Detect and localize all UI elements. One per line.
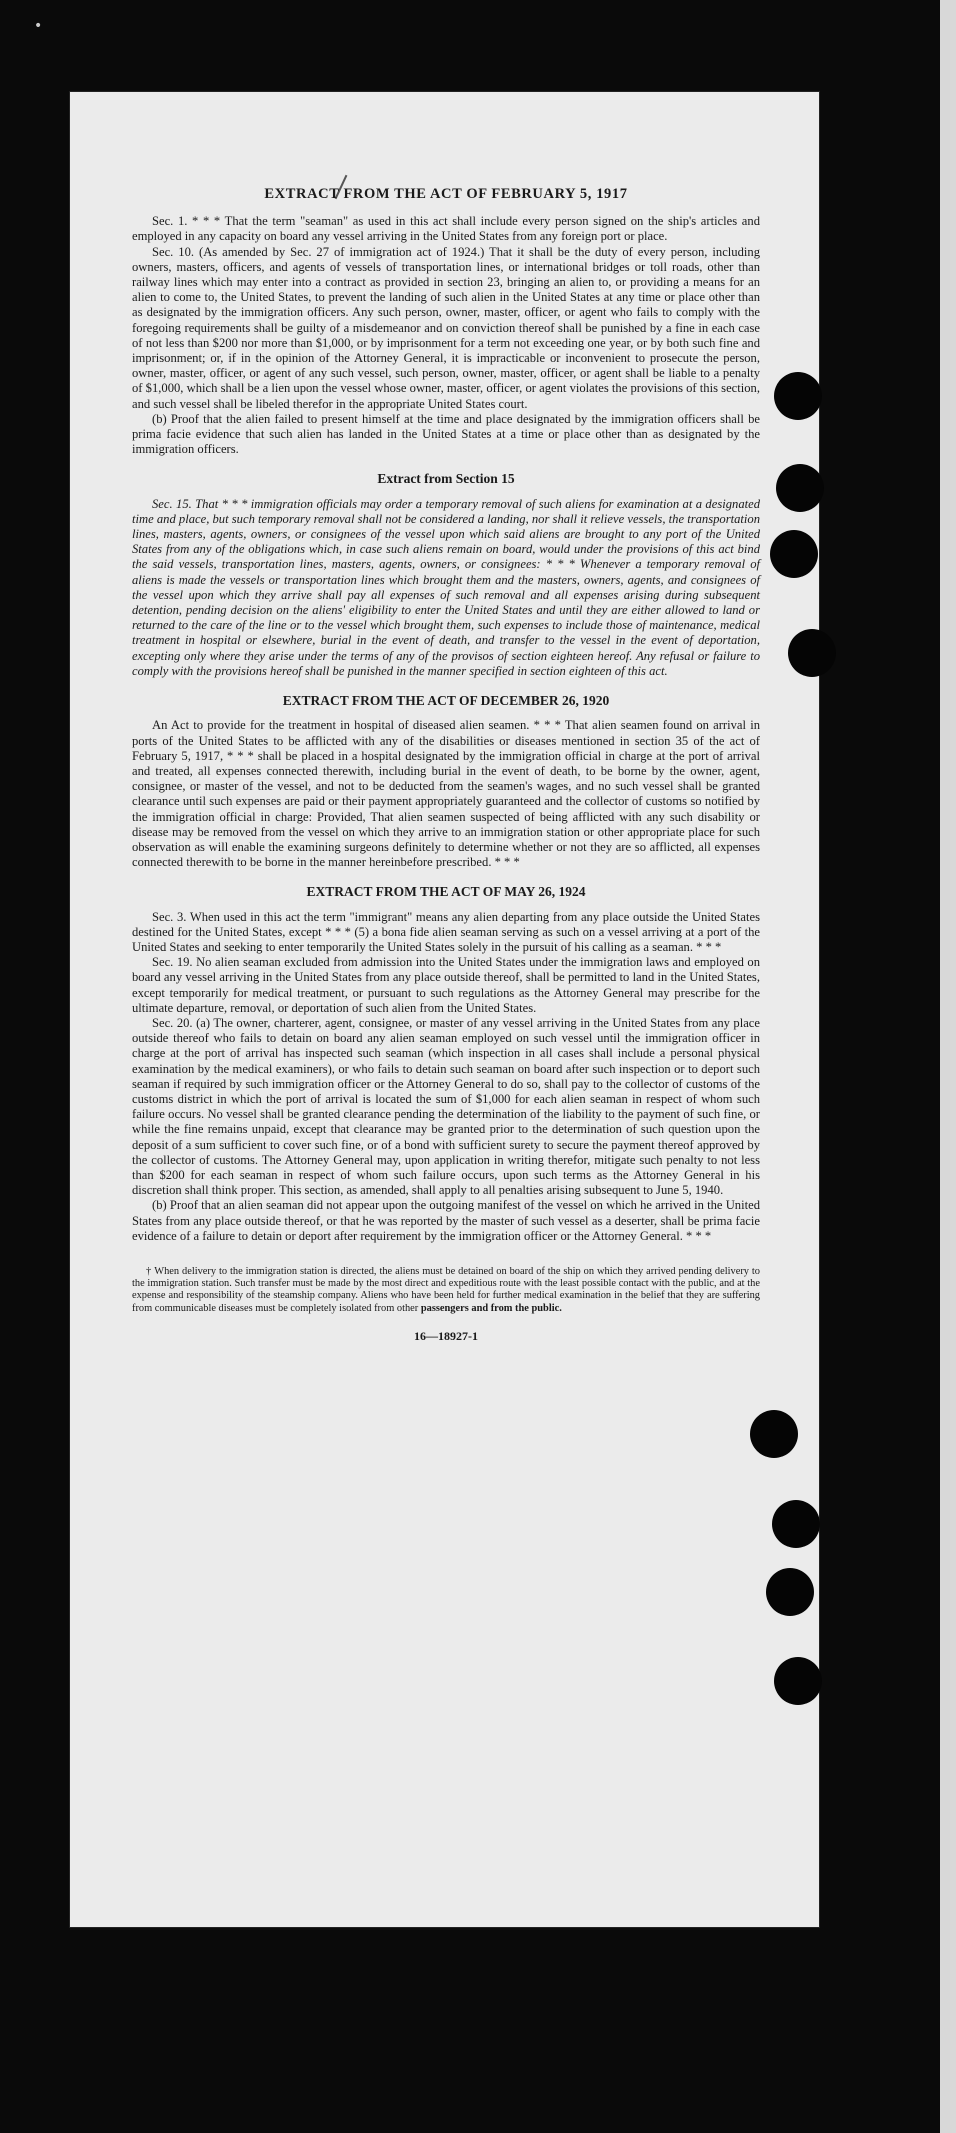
feb-1917-section	[132, 214, 760, 457]
sec20b-paragraph: (b) Proof that an alien seaman did not appear upon the outgoing manifest of the vessel on which he arrived in the United States from any place outside thereof, or that he was reported by the master of such vessel as a deserter, shall be prima facie evidence of a failure to detain or deport after requirement by the immigration officer or the Attorney General. * * *	[132, 1198, 760, 1243]
sec20-paragraph: Sec. 20. (a) The owner, charterer, agent, consignee, or master of any vessel arriving in the United States from any place outside thereof who fails to detain on board any alien seaman employed on such vessel until the immigration officer in charge at the port of arrival has inspected such seaman (which inspection in all cases shall include a personal physical examination by the medical examiners), or who fails to detain such seaman on board after such inspection or to deport such seaman if required by such immigration officer or the Attorney General to do so, shall pay to the collector of customs of the customs district in which the port of arrival is located the sum of $1,000 for each alien seaman in respect of whom such failure occurs. No vessel shall be granted clearance pending the determination of the liability to the payment of such fine, or while the fine remains unpaid, except that clearance may be granted prior to the determination of such question upon the deposit of a sum sufficient to cover such fine, or of a bond with sufficient surety to secure the payment thereof approved by the collector of customs. The Attorney General may, upon application in writing therefor, mitigate such penalty to not less than $200 for each seaman in respect of whom such failure occurs, upon such terms as the Attorney General in his discretion shall think proper. This section, as amended, shall apply to all penalties arising subsequent to June 5, 1940.	[132, 1015, 760, 1198]
footnote-bold-text: passengers and from the public.	[420, 1302, 562, 1314]
punch-hole	[766, 1568, 814, 1616]
punch-hole	[772, 1500, 820, 1548]
footnote	[132, 1266, 760, 1315]
form-number: 16—18927-1	[414, 1328, 478, 1343]
document-page	[70, 92, 819, 1927]
punch-hole	[788, 629, 836, 677]
document-body	[132, 187, 760, 1344]
footnote-text: † When delivery to the immigration station is directed, the aliens must be detained on board of the ship on which they arrived pending delivery to the immigration station. Such transfer must be made by the most direct and expeditious route with the least possible contact with the public, and at the expense and responsibility of the steamship company. Aliens who have been held for further medical examination in the belief that they are suffering from communicable diseases must be completely isolated from other	[132, 1266, 760, 1314]
sec3-paragraph: Sec. 3. When used in this act the term "immigrant" means any alien departing from any place outside the United States destined for the United States, except * * * (5) a bona fide alien seaman serving as such on a vessel arriving at a port of the United States and seeking to enter temporarily the United States solely in the pursuit of his calling as a seaman. * * *	[132, 909, 760, 954]
header-title: EXTRACT FROM THE ACT OF FEBRUARY 5, 1917	[264, 186, 628, 202]
punch-hole	[750, 1410, 798, 1458]
sec10b-paragraph: (b) Proof that the alien failed to present himself at the time and place designated by the immigration officers shall be prima facie evidence that such alien has landed in the United States at a time or place other than as designated by the immigration officers.	[132, 411, 760, 457]
punch-hole	[776, 464, 824, 512]
may-1924-section	[132, 910, 760, 1244]
sec19-paragraph: Sec. 19. No alien seaman excluded from admission into the United States under the immigration laws and employed on board any vessel arriving in the United States from any place outside thereof, shall be permitted to land in the United States, except temporarily for medical treatment, or pursuant to such regulations as the Attorney General may prescribe for the ultimate departure, removal, or deportation of such alien from the United States.	[132, 955, 760, 1015]
may-1924-title: EXTRACT FROM THE ACT OF MAY 26, 1924	[306, 884, 586, 900]
scanner-frame-edge	[940, 0, 956, 2133]
corner-mark: •	[34, 18, 43, 34]
dec-1920-paragraph: An Act to provide for the treatment in hospital of diseased alien seamen. * * * That alien seamen found on arrival in ports of the United States to be afflicted with any of the disabilities or diseases mentioned in section 35 of the act of February 5, 1917, * * * shall be placed in a hospital designated by the immigration official in charge at the port of arrival and treated, all expenses connected therewith, including burial in the event of death, to be borne by the owner, agent, consignee, or master of the vessel, and not to be deducted from the seamen's wages, and no such vessel shall be granted clearance until such expenses are paid or their payment appropriately guaranteed and the collector of customs so notified by the immigration official in charge: Provided, That alien seamen suspected of being afflicted with any such disability or disease may be removed from the vessel on which they arrive to an immigration station or other appropriate place for such observation as will enable the examining surgeons definitely to determine whether or not they are so afflicted, all expenses connected therewith to be borne in the manner hereinbefore prescribed. * * *	[132, 718, 760, 870]
dec-1920-title: EXTRACT FROM THE ACT OF DECEMBER 26, 1920	[282, 693, 610, 709]
punch-hole	[774, 372, 822, 420]
punch-hole	[774, 1657, 822, 1705]
sec15-title: Extract from Section 15	[377, 471, 515, 487]
sec15-paragraph: Sec. 15. That * * * immigration officials may order a temporary removal of such aliens for examination at a designated time and place, but such temporary removal shall not be considered a landing, nor shall it relieve vessels, the transportation lines, masters, agents, owners, or consignees of the vessel upon which said aliens are brought to any port of the United States from any of the obligations which, in case such aliens remain on board, would under the provisions of this act bind the said vessels, transportation lines, masters, agents, owners, or consignees: * * * Whenever a temporary removal of aliens is made the vessels or transportation lines which brought them and the masters, owners, agents, and consignees of the vessel upon which they arrive shall pay all expenses of such removal and all expenses arising during subsequent detention, pending decision on the aliens' eligibility to enter the United States and until they are either allowed to land or returned to the care of the line or to the vessel which brought them, such expenses to include those of maintenance, medical treatment in hospital or elsewhere, burial in the event of death, and transfer to the vessel in the event of deportation, excepting only where they arise under the terms of any of the provisos of section eighteen hereof. Any refusal or failure to comply with the provisions hereof shall be punished in the manner specified in section eighteen of this act.	[132, 496, 760, 678]
sec10-paragraph: Sec. 10. (As amended by Sec. 27 of immigration act of 1924.) That it shall be the duty of every person, including owners, masters, officers, and agents of vessels of transportation lines, or international bridges or toll roads, other than railway lines which may enter into a contract as provided in section 23, bringing an alien to, or providing a means for an alien to come to, the United States, to prevent the landing of such alien in the United States at any time or place other than as designated by the immigration officers. Any such person, owner, master, officer, or agent who fails to comply with the foregoing requirements shall be guilty of a misdemeanor and on conviction thereof shall be punished by a fine in each case of not less than $200 nor more than $1,000, or by imprisonment for a term not exceeding one year, or by both such fine and imprisonment; or, if in the opinion of the Attorney General, it is impracticable or inconvenient to prosecute the person, owner, master, officer, or agent of any such vessel, such person, owner, master, officer, or agent shall be liable to a penalty of $1,000, which shall be a lien upon the vessel whose owner, master, officer, or agent violates the provisions of this section, and such vessel shall be libeled therefor in the appropriate United States court.	[132, 244, 760, 411]
sec1-paragraph: Sec. 1. * * * That the term "seaman" as used in this act shall include every person signed on the ship's articles and employed in any capacity on board any vessel arriving in the United States from any foreign port or place.	[132, 214, 760, 244]
punch-hole	[770, 530, 818, 578]
